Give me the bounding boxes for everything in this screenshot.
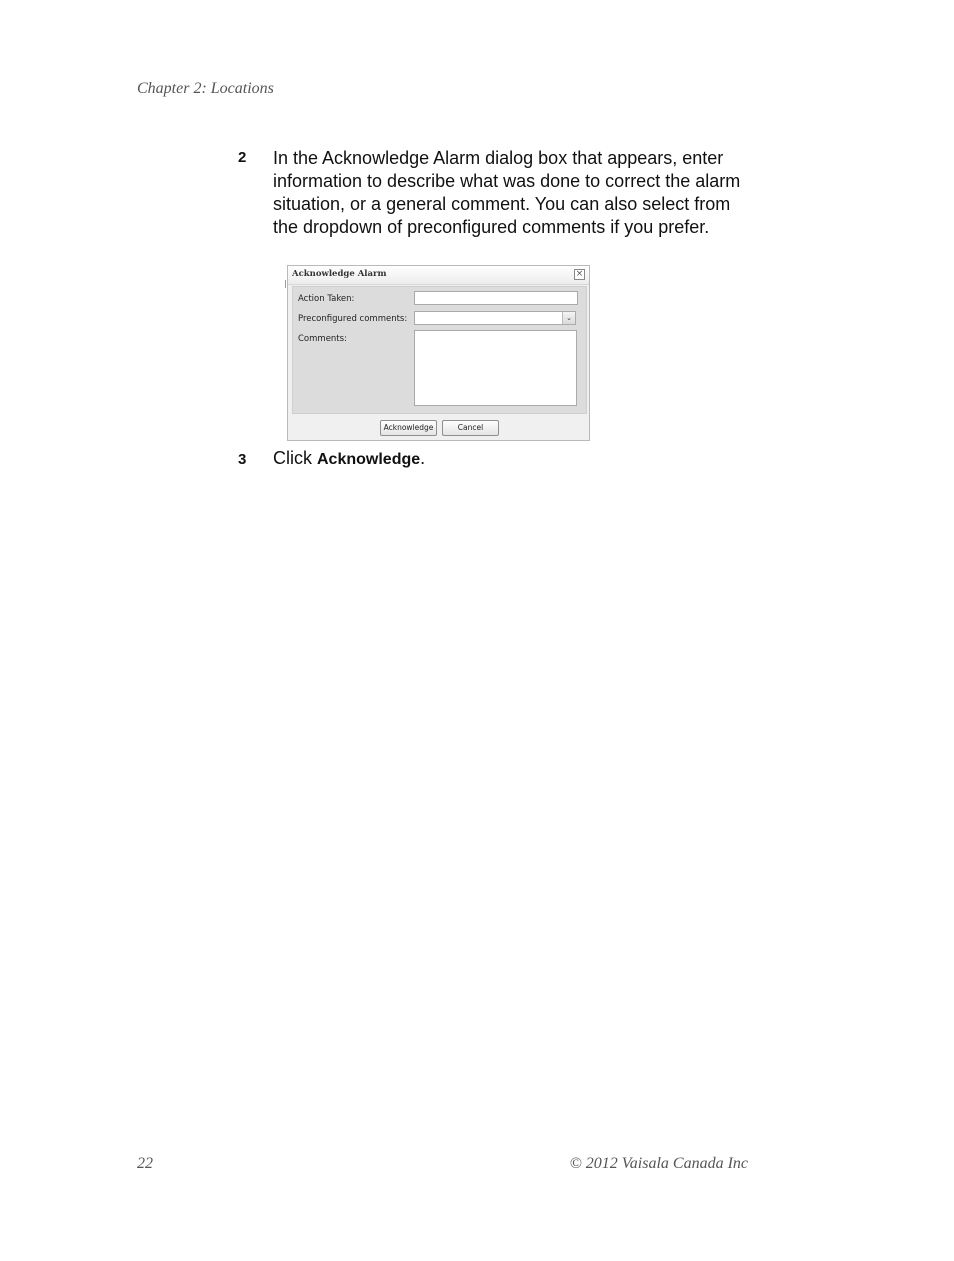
action-taken-label: Action Taken: — [298, 294, 355, 304]
dialog-body — [292, 286, 587, 414]
acknowledge-alarm-dialog — [287, 265, 590, 441]
action-taken-input[interactable] — [414, 291, 578, 305]
cancel-button[interactable]: Cancel — [442, 420, 499, 436]
ui-term-acknowledge: Acknowledge — [317, 451, 421, 468]
comments-label: Comments: — [298, 334, 347, 344]
preconfigured-comments-select[interactable] — [414, 311, 576, 325]
running-header-chapter: Chapter 2: Locations — [137, 80, 274, 97]
close-icon[interactable]: × — [575, 269, 584, 279]
step-text — [273, 447, 753, 471]
dialog-titlebar — [288, 266, 589, 285]
step-text-before: Click — [273, 448, 317, 468]
step-text-after: . — [420, 448, 426, 468]
dialog-title: Acknowledge Alarm — [292, 269, 387, 279]
page-number: 22 — [137, 1155, 153, 1172]
preconfigured-comments-label: Preconfigured comments: — [298, 314, 408, 324]
dialog-edge-mark — [285, 280, 286, 288]
copyright-notice: © 2012 Vaisala Canada Inc — [569, 1155, 748, 1172]
step-number: 3 — [238, 451, 247, 468]
acknowledge-button[interactable]: Acknowledge — [380, 420, 437, 436]
chevron-down-icon[interactable]: ⌄ — [562, 312, 575, 324]
step-number: 2 — [238, 149, 247, 166]
step-text: In the Acknowledge Alarm dialog box that appears, enter information to describe what was done to correct the alarm situation, or a general comment. You can also select from the dropdown of preconfigured comments if you prefer. — [273, 148, 741, 237]
comments-textarea[interactable] — [414, 330, 577, 406]
